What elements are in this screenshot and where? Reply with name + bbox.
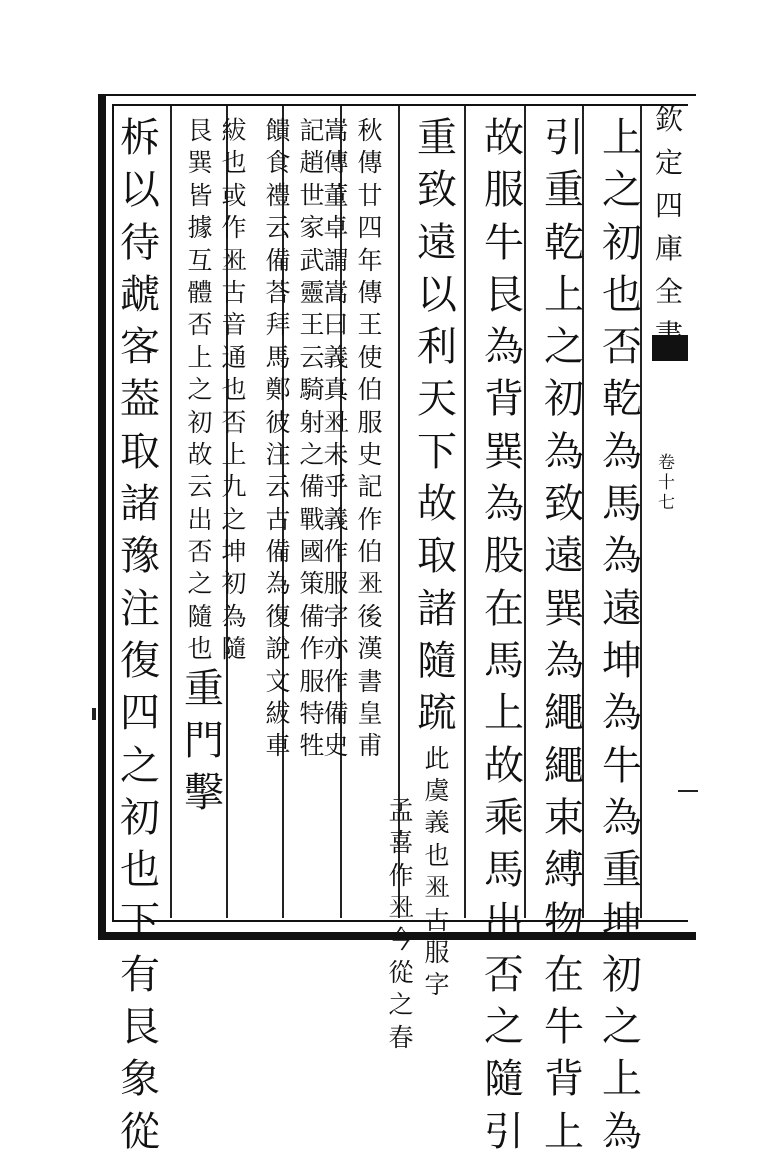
main-text-char: 䟽 (417, 690, 457, 737)
annotation-char: 甫 (357, 731, 383, 761)
main-text-char: 縛 (544, 847, 584, 894)
annotation-char: 巽 (187, 148, 213, 178)
text-column (296, 118, 328, 766)
main-text-char: 豫 (120, 533, 160, 580)
annotation-char: 云 (187, 472, 213, 502)
annotation-char: 馬 (265, 342, 291, 372)
main-text-char: 繩 (544, 742, 584, 789)
main-text-char: 初 (602, 219, 642, 266)
main-text-char: 之 (484, 1004, 524, 1051)
main-text-char: 巽 (544, 585, 584, 632)
annotation-char: 年 (357, 245, 383, 275)
main-text-char: 客 (120, 324, 160, 371)
main-text-char: 遠 (417, 219, 457, 266)
main-text-char: 上 (602, 1056, 642, 1103)
main-text-char: 馬 (484, 847, 524, 894)
main-text-char: 也 (120, 847, 160, 894)
annotation-char: 義 (323, 342, 349, 372)
main-text-char: 以 (417, 271, 457, 318)
main-text-char: 乾 (602, 376, 642, 423)
annotation-char: 禮 (265, 180, 291, 210)
main-text-char: 象 (120, 1056, 160, 1103)
annotation-char: 之 (299, 439, 325, 469)
annotation-char: 備 (265, 537, 291, 567)
text-column (112, 115, 168, 1164)
volume-char: 七 (658, 493, 675, 513)
main-text-char: 乾 (544, 219, 584, 266)
main-text-char: 致 (544, 481, 584, 528)
annotation-char: 音 (221, 310, 247, 340)
annotation-char: 世 (299, 180, 325, 210)
annotation-char: 書 (357, 666, 383, 696)
annotation-char: 之 (388, 990, 414, 1020)
annotation-char: 也 (187, 634, 213, 664)
main-text-char: 取 (417, 533, 457, 580)
main-text-char: 四 (120, 690, 160, 737)
annotation-char: 古 (424, 905, 450, 935)
annotation-char: 故 (187, 439, 213, 469)
annotation-char: 也 (221, 375, 247, 405)
annotation-char: 傳 (357, 148, 383, 178)
text-column (476, 115, 532, 1164)
annotation-char: 𥸨 (323, 407, 349, 437)
annotation-char: 牲 (299, 731, 325, 761)
annotation-char: 體 (187, 277, 213, 307)
main-text-char: 遠 (602, 585, 642, 632)
main-text-char: 坤 (602, 637, 642, 684)
annotation-char: 騎 (299, 375, 325, 405)
main-text-char: 諸 (120, 481, 160, 528)
main-text-char: 乘 (484, 794, 524, 841)
annotation-char: 九 (221, 472, 247, 502)
annotation-char: 紱 (221, 116, 247, 145)
annotation-char: 字 (424, 970, 450, 1000)
main-text-char: 也 (602, 271, 642, 318)
main-text-char: 物 (544, 899, 584, 946)
annotation-char: 𥸨 (221, 245, 247, 275)
main-text-char: 故 (417, 481, 457, 528)
annotation-char: 亦 (323, 634, 349, 664)
margin-tick (678, 790, 698, 792)
main-text-char: 坤 (602, 899, 642, 946)
annotation-char: 虞 (424, 775, 450, 805)
annotation-char: 備 (299, 601, 325, 631)
book-title (652, 103, 686, 364)
annotation-char: 皇 (357, 699, 383, 729)
main-text-char: 之 (602, 1004, 642, 1051)
text-column (354, 118, 386, 766)
main-text-char: 股 (484, 533, 524, 580)
main-text-char: 之 (120, 742, 160, 789)
main-text-char: 取 (120, 428, 160, 475)
main-text-char: 諸 (417, 585, 457, 632)
annotation-char: 荅 (265, 277, 291, 307)
column-rule (464, 106, 466, 918)
annotation-char: 文 (265, 666, 291, 696)
main-text-char: 為 (602, 428, 642, 475)
annotation-char: 食 (265, 148, 291, 178)
main-text-char: 上 (544, 1108, 584, 1155)
text-column (536, 115, 592, 1164)
text-column (262, 118, 294, 766)
binding-notch (92, 708, 96, 720)
annotation-char: 秋 (357, 116, 383, 145)
annotation-char: 義 (424, 808, 450, 838)
text-column (386, 795, 416, 1057)
annotation-char: 古 (265, 504, 291, 534)
column-rule (170, 106, 172, 918)
annotation-char: 否 (187, 310, 213, 340)
main-text-char: 在 (484, 585, 524, 632)
annotation-char: 上 (187, 342, 213, 372)
annotation-char: 備 (265, 245, 291, 275)
annotation-char: 之 (221, 504, 247, 534)
title-char: 全 (654, 275, 683, 308)
main-text-char: 牛 (484, 219, 524, 266)
main-text-char: 故 (484, 742, 524, 789)
annotation-char: 注 (265, 439, 291, 469)
annotation-char: 作 (323, 666, 349, 696)
main-text-char: 上 (602, 115, 642, 161)
main-text-char: 注 (120, 585, 160, 632)
annotation-char: 互 (187, 245, 213, 275)
main-text-char: 葢 (120, 376, 160, 423)
main-text-char: 服 (484, 167, 524, 214)
annotation-char: 未 (323, 439, 349, 469)
title-char: 定 (654, 146, 683, 179)
main-text-char: 之 (544, 324, 584, 371)
annotation-char: 備 (323, 699, 349, 729)
annotation-char: 記 (299, 116, 325, 145)
main-text-char: 天 (417, 376, 457, 423)
annotation-char: 作 (323, 537, 349, 567)
main-text-char: 牛 (602, 742, 642, 789)
annotation-char: 史 (323, 731, 349, 761)
main-text-char: 馬 (484, 637, 524, 684)
main-text-char: 為 (484, 324, 524, 371)
annotation-char: 此 (424, 743, 450, 773)
annotation-char: 隨 (187, 601, 213, 631)
annotation-char: 伯 (357, 537, 383, 567)
main-text-char: 門 (184, 717, 224, 764)
annotation-char: 義 (323, 504, 349, 534)
annotation-char: 備 (299, 472, 325, 502)
annotation-char: 皆 (187, 180, 213, 210)
main-text-char: 有 (120, 951, 160, 998)
annotation-char: 之 (187, 375, 213, 405)
annotation-char: 記 (357, 472, 383, 502)
annotation-char: 傳 (357, 277, 383, 307)
main-text-char: 隨 (417, 637, 457, 684)
main-text-char: 引 (484, 1108, 524, 1155)
annotation-char: 云 (265, 213, 291, 243)
main-text-char: 艮 (120, 1004, 160, 1051)
annotation-char: 紱 (265, 699, 291, 729)
annotation-char: 云 (265, 472, 291, 502)
annotation-char: 特 (299, 699, 325, 729)
main-text-char: 巽 (484, 428, 524, 475)
main-text-char: 上 (544, 271, 584, 318)
text-column (594, 115, 650, 1164)
main-text-char: 待 (120, 219, 160, 266)
main-text-char: 重 (184, 665, 224, 712)
annotation-char: 傳 (323, 148, 349, 178)
main-text-char: 重 (602, 847, 642, 894)
main-text-char: 為 (602, 794, 642, 841)
annotation-char: 古 (221, 277, 247, 307)
annotation-char: 服 (299, 666, 325, 696)
main-text-char: 否 (602, 324, 642, 371)
main-text-char: 否 (484, 951, 524, 998)
main-text-char: 初 (120, 794, 160, 841)
annotation-char: 家 (299, 213, 325, 243)
main-text-char: 之 (602, 167, 642, 214)
annotation-char: 之 (187, 569, 213, 599)
main-text-char: 背 (544, 1056, 584, 1103)
annotation-char: 伯 (357, 375, 383, 405)
annotation-char: 孟 (388, 795, 414, 825)
annotation-char: 坤 (221, 537, 247, 567)
main-text-char: 從 (120, 1108, 160, 1155)
volume-char: 卷 (658, 453, 675, 473)
annotation-char: 後 (357, 601, 383, 631)
annotation-char: 復 (265, 601, 291, 631)
annotation-char: 嵩 (323, 277, 349, 307)
annotation-char: 𥸨 (357, 569, 383, 599)
annotation-char: 也 (221, 148, 247, 178)
annotation-char: 作 (299, 634, 325, 664)
annotation-char: 國 (299, 537, 325, 567)
annotation-char: 從 (388, 957, 414, 987)
annotation-char: 通 (221, 342, 247, 372)
annotation-char: 否 (187, 537, 213, 567)
main-text-char: 重 (417, 115, 457, 161)
annotation-char: 武 (299, 245, 325, 275)
main-text-char: 為 (544, 637, 584, 684)
main-text-char: 艮 (484, 271, 524, 318)
annotation-char: 真 (323, 375, 349, 405)
main-text-char: 擊 (184, 770, 224, 817)
text-column (218, 118, 250, 669)
title-char: 欽 (654, 103, 683, 136)
annotation-char: 車 (265, 731, 291, 761)
annotation-char: 春 (388, 1022, 414, 1052)
annotation-char: 王 (357, 310, 383, 340)
main-text-char: 背 (484, 376, 524, 423)
annotation-char: 射 (299, 407, 325, 437)
annotation-char: 趙 (299, 148, 325, 178)
main-text-char: 柝 (120, 115, 160, 161)
text-column (184, 116, 224, 826)
main-text-char: 以 (120, 167, 160, 214)
volume-label (658, 455, 675, 515)
main-text-char: 牛 (544, 1004, 584, 1051)
annotation-char: 為 (265, 569, 291, 599)
annotation-char: 嵩 (323, 116, 349, 145)
main-text-char: 致 (417, 167, 457, 214)
annotation-char: 云 (299, 342, 325, 372)
main-text-char: 故 (484, 115, 524, 161)
annotation-char: 策 (299, 569, 325, 599)
main-text-char: 馬 (602, 481, 642, 528)
text-column (410, 115, 464, 1005)
main-text-char: 利 (417, 324, 457, 371)
annotation-char: 靈 (299, 277, 325, 307)
main-text-char: 引 (544, 115, 584, 161)
annotation-char: 初 (187, 407, 213, 437)
main-text-char: 為 (602, 533, 642, 580)
annotation-char: 今 (388, 925, 414, 955)
main-text-char: 上 (484, 690, 524, 737)
annotation-char: 否 (221, 407, 247, 437)
main-text-char: 為 (484, 481, 524, 528)
annotation-char: 廿 (357, 180, 383, 210)
annotation-char: 為 (221, 601, 247, 631)
annotation-char: 服 (323, 569, 349, 599)
annotation-char: 或 (221, 180, 247, 210)
annotation-char: 漢 (357, 634, 383, 664)
main-text-char: 為 (602, 1108, 642, 1155)
annotation-char: 王 (299, 310, 325, 340)
annotation-char: 字 (323, 601, 349, 631)
main-text-char: 下 (120, 899, 160, 946)
main-text-char: 為 (544, 428, 584, 475)
volume-char: 十 (658, 473, 675, 493)
main-text-char: 隨 (484, 1056, 524, 1103)
annotation-char: 隨 (221, 634, 247, 664)
annotation-char: 饋 (265, 116, 291, 145)
main-text-char: 初 (544, 376, 584, 423)
fish-tail-marker (652, 335, 688, 361)
main-text-char: 束 (544, 794, 584, 841)
annotation-char: 乎 (323, 472, 349, 502)
annotation-char: 上 (221, 439, 247, 469)
annotation-char: 𥸨 (424, 873, 450, 903)
main-text-char: 為 (602, 690, 642, 737)
main-text-char: 初 (602, 951, 642, 998)
main-text-char: 出 (484, 899, 524, 946)
annotation-char: 史 (357, 439, 383, 469)
main-text-char: 復 (120, 637, 160, 684)
title-char: 四 (654, 189, 683, 222)
annotation-char: 彼 (265, 407, 291, 437)
title-char: 庫 (654, 232, 683, 265)
annotation-char: 艮 (187, 116, 213, 145)
main-text-char: 繩 (544, 690, 584, 737)
main-text-char: 重 (544, 167, 584, 214)
annotation-char: 謂 (323, 245, 349, 275)
main-text-char: 在 (544, 951, 584, 998)
annotation-char: 喜 (388, 828, 414, 858)
main-text-char: 虣 (120, 271, 160, 318)
annotation-char: 拜 (265, 310, 291, 340)
annotation-char: 董 (323, 180, 349, 210)
annotation-char: 四 (357, 213, 383, 243)
annotation-char: 初 (221, 569, 247, 599)
annotation-char: 使 (357, 342, 383, 372)
main-text-char: 遠 (544, 533, 584, 580)
main-text-char: 下 (417, 428, 457, 475)
annotation-char: 出 (187, 504, 213, 534)
annotation-char: 也 (424, 840, 450, 870)
annotation-char: 據 (187, 213, 213, 243)
annotation-char: 曰 (323, 310, 349, 340)
annotation-char: 作 (221, 213, 247, 243)
annotation-char: 卓 (323, 213, 349, 243)
annotation-char: 說 (265, 634, 291, 664)
annotation-char: 作 (388, 860, 414, 890)
annotation-char: 鄭 (265, 375, 291, 405)
annotation-char: 戰 (299, 504, 325, 534)
annotation-char: 服 (424, 937, 450, 967)
annotation-char: 作 (357, 504, 383, 534)
annotation-char: 服 (357, 407, 383, 437)
annotation-char: 𥸨 (388, 893, 414, 923)
